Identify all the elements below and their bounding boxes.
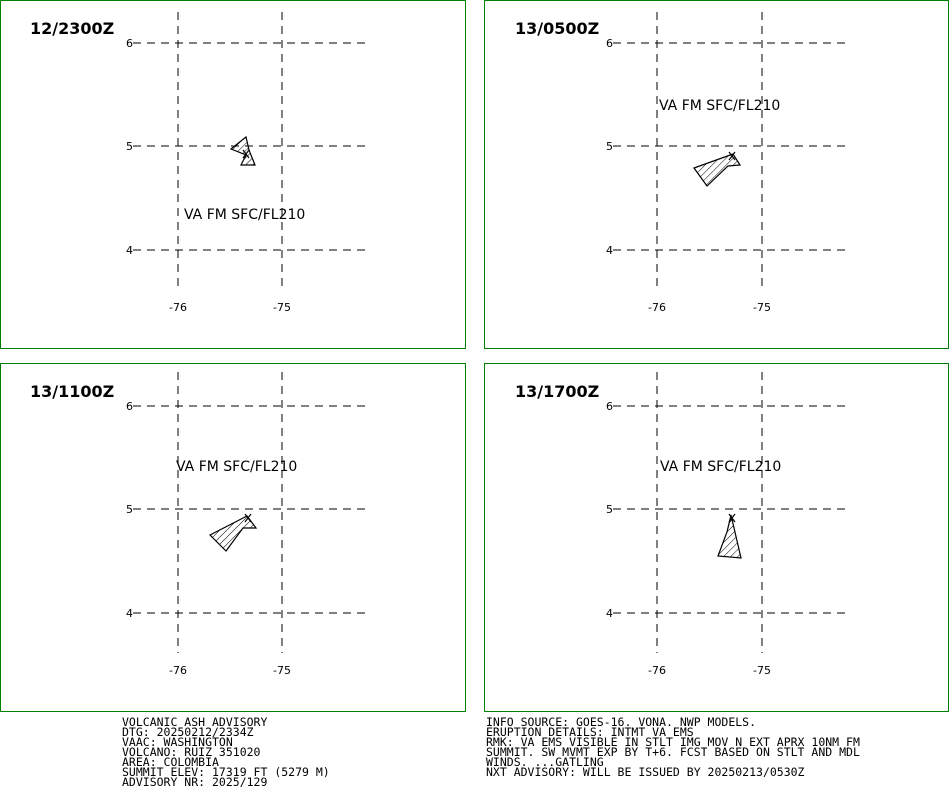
panel-border: [485, 364, 949, 712]
advisory-line: SUMMIT. SW MVMT EXP BY T+6. FCST BASED ON STLT AND MDL: [486, 745, 860, 759]
latitude-tick-label: 4: [606, 244, 613, 257]
latitude-tick-label: 4: [606, 607, 613, 620]
longitude-tick-label: -76: [648, 301, 666, 314]
panel-time-title: 12/2300Z: [30, 19, 115, 38]
advisory-line: ADVISORY NR: 2025/129: [122, 775, 268, 789]
latitude-tick-label: 5: [126, 140, 133, 153]
va-altitude-label: VA FM SFC/FL210: [660, 459, 782, 475]
advisory-line: NXT ADVISORY: WILL BE ISSUED BY 20250213/0530Z: [486, 765, 805, 779]
va-altitude-label: VA FM SFC/FL210: [176, 459, 298, 475]
latitude-tick-label: 4: [126, 244, 133, 257]
panel-border: [1, 1, 466, 349]
advisory-line: VOLCANO: RUIZ 351020: [122, 745, 261, 759]
latitude-tick-label: 5: [606, 140, 613, 153]
longitude-tick-label: -76: [648, 664, 666, 677]
latitude-tick-label: 5: [606, 503, 613, 516]
longitude-tick-label: -76: [169, 301, 187, 314]
advisory-line: DTG: 20250212/2334Z: [122, 725, 254, 739]
advisory-line: RMK: VA EMS VISIBLE IN STLT IMG MOV N EXT APRX 10NM FM: [486, 735, 860, 749]
advisory-line: VOLCANIC ASH ADVISORY: [122, 715, 268, 729]
ash-cloud-polygon: [694, 154, 740, 186]
advisory-text-block: [122, 715, 860, 789]
panel-time-title: 13/1100Z: [30, 382, 115, 401]
longitude-tick-label: -75: [753, 301, 771, 314]
advisory-line: INFO SOURCE: GOES-16. VONA. NWP MODELS.: [486, 715, 757, 729]
ash-cloud-polygon: [231, 137, 255, 165]
advisory-line: VAAC: WASHINGTON: [122, 735, 233, 749]
advisory-line: SUMMIT ELEV: 17319 FT (5279 M): [122, 765, 330, 779]
va-altitude-label: VA FM SFC/FL210: [659, 98, 781, 114]
advisory-line: ERUPTION DETAILS: INTMT VA EMS: [486, 725, 694, 739]
panel-time-title: 13/1700Z: [515, 382, 600, 401]
longitude-tick-label: -76: [169, 664, 187, 677]
latitude-tick-label: 6: [126, 37, 133, 50]
longitude-tick-label: -75: [273, 664, 291, 677]
latitude-tick-label: 6: [126, 400, 133, 413]
advisory-line: AREA: COLOMBIA: [122, 755, 219, 769]
forecast-panel: [1, 364, 466, 712]
latitude-tick-label: 5: [126, 503, 133, 516]
latitude-tick-label: 4: [126, 607, 133, 620]
advisory-line: WINDS. ...GATLING: [486, 755, 604, 769]
va-altitude-label: VA FM SFC/FL210: [184, 207, 306, 223]
panel-time-title: 13/0500Z: [515, 19, 600, 38]
latitude-tick-label: 6: [606, 37, 613, 50]
ash-cloud-polygon: [210, 516, 256, 551]
forecast-panel: [485, 1, 949, 349]
latitude-tick-label: 6: [606, 400, 613, 413]
longitude-tick-label: -75: [753, 664, 771, 677]
forecast-panel: [1, 1, 466, 349]
forecast-panel: [485, 364, 949, 712]
longitude-tick-label: -75: [273, 301, 291, 314]
